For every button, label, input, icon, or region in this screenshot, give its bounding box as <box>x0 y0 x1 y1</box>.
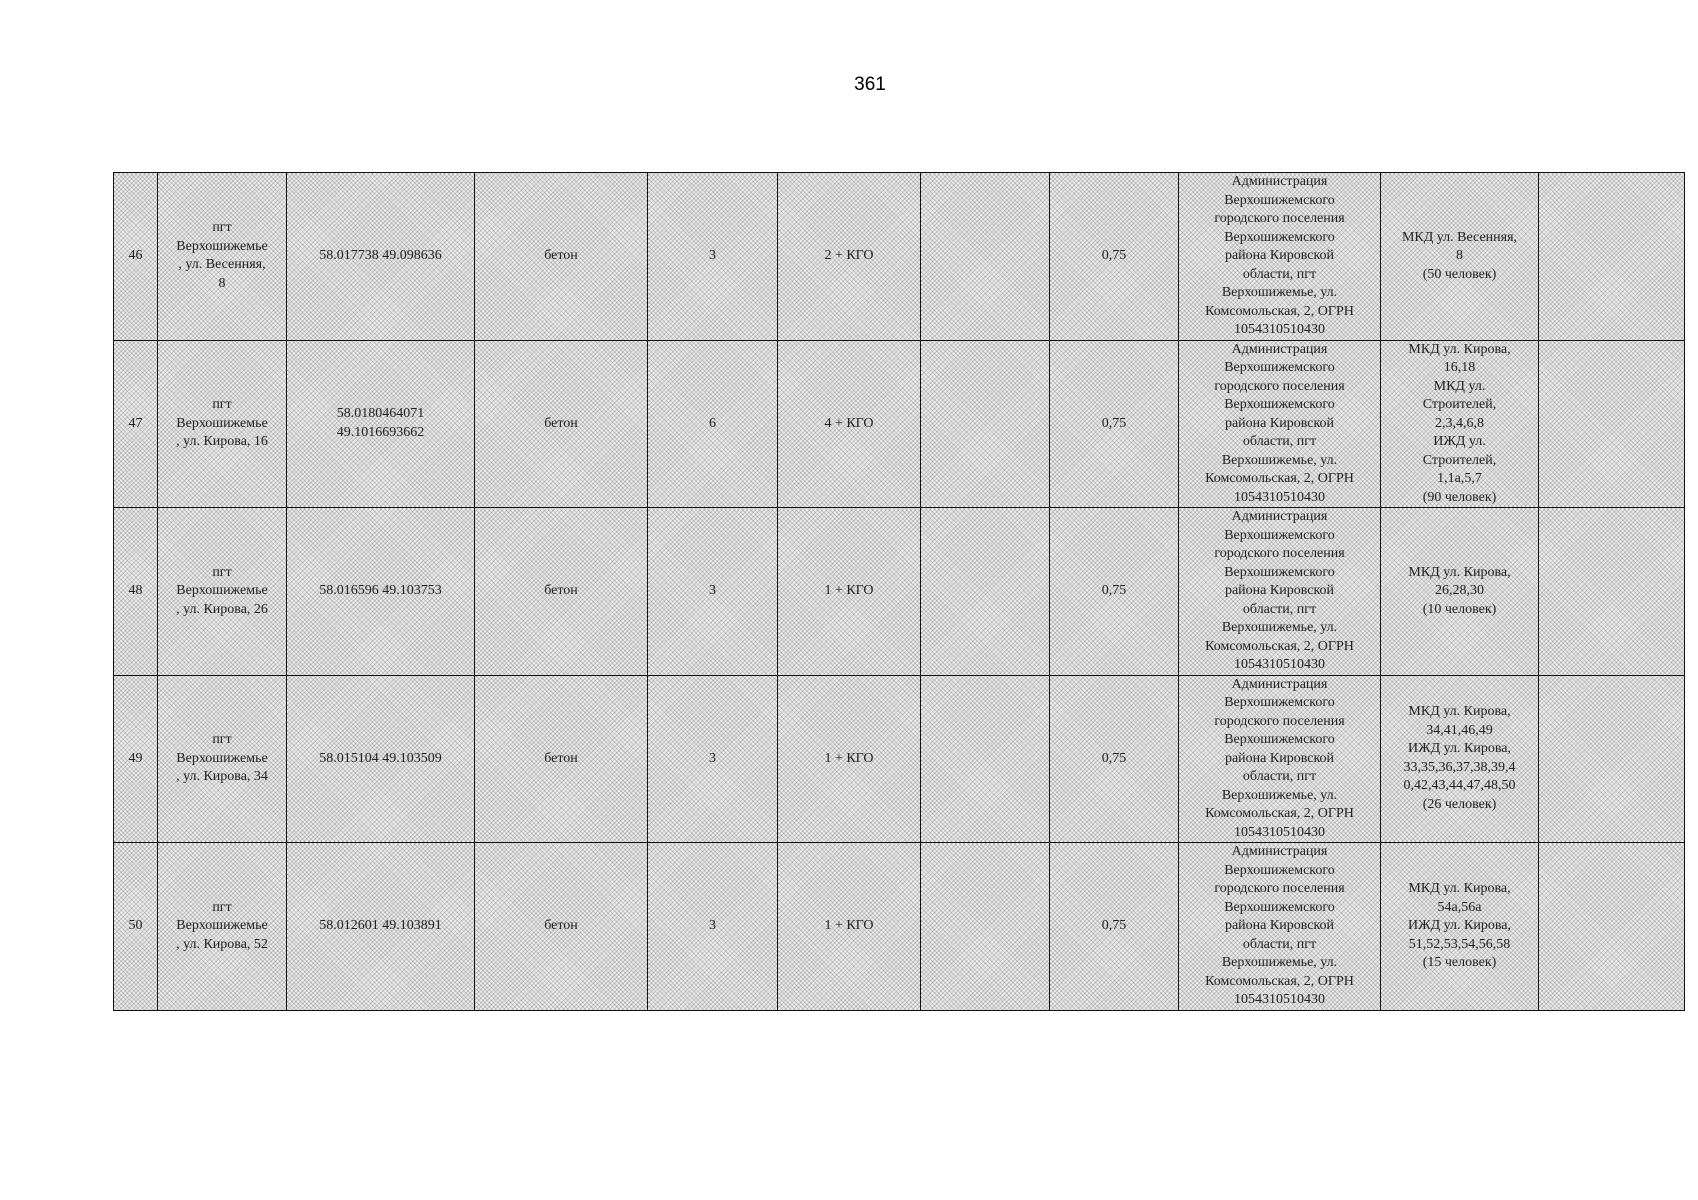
table-row <box>114 843 1685 1011</box>
container-count-cell: 3 <box>648 675 778 843</box>
row-number-cell: 50 <box>114 843 158 1011</box>
empty-cell <box>921 508 1050 676</box>
container-type-cell: 4 + КГО <box>778 340 921 508</box>
coordinates-cell: 58.017738 49.098636 <box>287 173 475 341</box>
coordinates-cell: 58.012601 49.103891 <box>287 843 475 1011</box>
note-cell <box>1539 675 1685 843</box>
row-number-cell: 49 <box>114 675 158 843</box>
table-row <box>114 340 1685 508</box>
container-type-cell: 2 + КГО <box>778 173 921 341</box>
waste-sources-cell: МКД ул. Весенняя, 8 (50 человек) <box>1381 173 1539 341</box>
note-cell <box>1539 508 1685 676</box>
surface-material-cell: бетон <box>475 843 648 1011</box>
container-count-cell: 6 <box>648 340 778 508</box>
address-cell: пгт Верхошижемье , ул. Кирова, 52 <box>158 843 287 1011</box>
address-cell: пгт Верхошижемье , ул. Весенняя, 8 <box>158 173 287 341</box>
address-cell: пгт Верхошижемье , ул. Кирова, 34 <box>158 675 287 843</box>
table-body <box>114 173 1685 1011</box>
volume-cell: 0,75 <box>1050 843 1179 1011</box>
note-cell <box>1539 843 1685 1011</box>
owner-cell: Администрация Верхошижемского городского поселения Верхошижемского района Кировской области, пгт Верхошижемье, ул. Комсомольская, 2, ОГРН 1054310510430 <box>1179 508 1381 676</box>
empty-cell <box>921 675 1050 843</box>
surface-material-cell: бетон <box>475 340 648 508</box>
note-cell <box>1539 173 1685 341</box>
waste-sources-cell: МКД ул. Кирова, 16,18 МКД ул. Строителей, 2,3,4,6,8 ИЖД ул. Строителей, 1,1а,5,7 (90 человек) <box>1381 340 1539 508</box>
waste-sites-table <box>113 172 1685 1011</box>
container-type-cell: 1 + КГО <box>778 675 921 843</box>
waste-sources-cell: МКД ул. Кирова, 34,41,46,49 ИЖД ул. Кирова, 33,35,36,37,38,39,4 0,42,43,44,47,48,50 (26 человек) <box>1381 675 1539 843</box>
coordinates-cell: 58.015104 49.103509 <box>287 675 475 843</box>
owner-cell: Администрация Верхошижемского городского поселения Верхошижемского района Кировской области, пгт Верхошижемье, ул. Комсомольская, 2, ОГРН 1054310510430 <box>1179 675 1381 843</box>
empty-cell <box>921 340 1050 508</box>
table-row <box>114 508 1685 676</box>
address-cell: пгт Верхошижемье , ул. Кирова, 26 <box>158 508 287 676</box>
container-count-cell: 3 <box>648 173 778 341</box>
surface-material-cell: бетон <box>475 508 648 676</box>
volume-cell: 0,75 <box>1050 173 1179 341</box>
container-type-cell: 1 + КГО <box>778 843 921 1011</box>
table-row <box>114 173 1685 341</box>
row-number-cell: 47 <box>114 340 158 508</box>
volume-cell: 0,75 <box>1050 675 1179 843</box>
owner-cell: Администрация Верхошижемского городского поселения Верхошижемского района Кировской области, пгт Верхошижемье, ул. Комсомольская, 2, ОГРН 1054310510430 <box>1179 340 1381 508</box>
container-count-cell: 3 <box>648 843 778 1011</box>
container-count-cell: 3 <box>648 508 778 676</box>
table-row <box>114 675 1685 843</box>
owner-cell: Администрация Верхошижемского городского поселения Верхошижемского района Кировской области, пгт Верхошижемье, ул. Комсомольская, 2, ОГРН 1054310510430 <box>1179 843 1381 1011</box>
coordinates-cell: 58.016596 49.103753 <box>287 508 475 676</box>
coordinates-cell: 58.0180464071 49.1016693662 <box>287 340 475 508</box>
row-number-cell: 46 <box>114 173 158 341</box>
page-number: 361 <box>854 74 886 95</box>
note-cell <box>1539 340 1685 508</box>
surface-material-cell: бетон <box>475 675 648 843</box>
volume-cell: 0,75 <box>1050 340 1179 508</box>
waste-sources-cell: МКД ул. Кирова, 54а,56а ИЖД ул. Кирова, 51,52,53,54,56,58 (15 человек) <box>1381 843 1539 1011</box>
empty-cell <box>921 173 1050 341</box>
owner-cell: Администрация Верхошижемского городского поселения Верхошижемского района Кировской области, пгт Верхошижемье, ул. Комсомольская, 2, ОГРН 1054310510430 <box>1179 173 1381 341</box>
empty-cell <box>921 843 1050 1011</box>
surface-material-cell: бетон <box>475 173 648 341</box>
address-cell: пгт Верхошижемье , ул. Кирова, 16 <box>158 340 287 508</box>
volume-cell: 0,75 <box>1050 508 1179 676</box>
waste-sources-cell: МКД ул. Кирова, 26,28,30 (10 человек) <box>1381 508 1539 676</box>
row-number-cell: 48 <box>114 508 158 676</box>
container-type-cell: 1 + КГО <box>778 508 921 676</box>
